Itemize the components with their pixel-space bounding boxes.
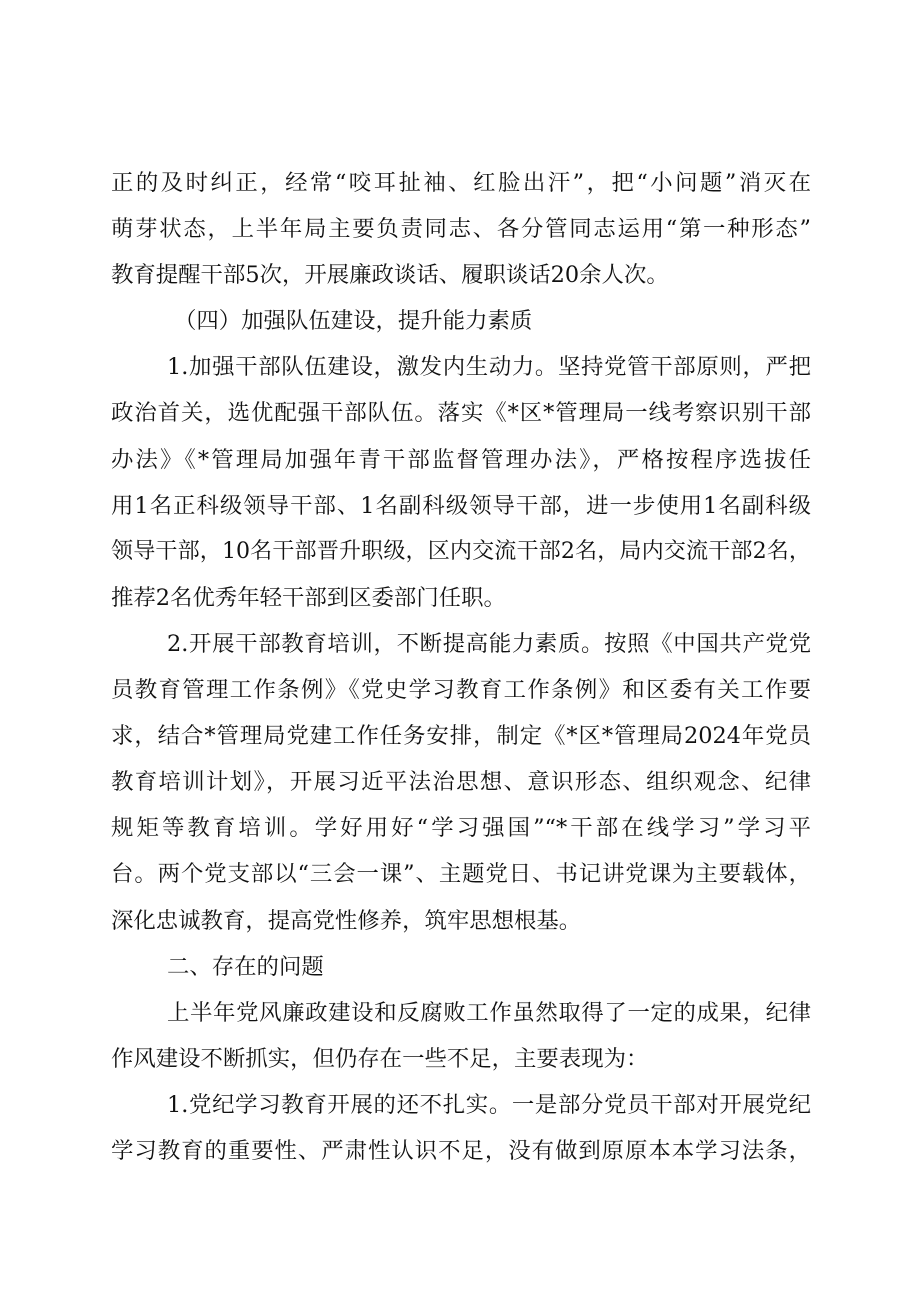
text-line: 教育培训计划》，开展习近平法治思想、意识形态、组织观念、纪律 [111,769,811,796]
text-line: 员教育管理工作条例》《党史学习教育工作条例》和区委有关工作要 [111,677,811,704]
text-line: 正的及时纠正，经常“咬耳扯袖、红脸出汗”，把“小问题”消灭在 [111,170,811,196]
text-line: 深化忠诚教育，提高党性修养，筑牢思想根基。 [111,907,582,934]
text-line: 1.党纪学习教育开展的还不扎实。一是部分党员干部对开展党纪 [167,1091,811,1118]
text-line: 台。两个党支部以“三会一课”、主题党日、书记讲党课为主要载体， [111,861,811,888]
text-line: 上半年党风廉政建设和反腐败工作虽然取得了一定的成果，纪律 [167,999,811,1026]
text-line: 推荐2名优秀年轻干部到区委部门任职。 [111,584,506,611]
text-line: 学习教育的重要性、严肃性认识不足，没有做到原原本本学习法条， [111,1137,811,1164]
body-text [111,160,811,1174]
text-line: 作风建设不断抓实，但仍存在一些不足，主要表现为： [111,1045,649,1072]
section-heading: 二、存在的问题 [167,953,324,980]
text-line: 领导干部，10名干部晋升职级，区内交流干部2名，局内交流干部2名， [111,538,811,564]
text-line: 2.开展干部教育培训，不断提高能力素质。按照《中国共产党党 [167,630,811,657]
text-line: 求，结合*管理局党建工作任务安排，制定《*区*管理局2024年党员 [111,723,811,750]
section-heading: （四）加强队伍建设，提升能力素质 [174,308,533,335]
text-line: 教育提醒干部5次，开展廉政谈话、履职谈话20余人次。 [111,262,669,289]
text-line: 萌芽状态，上半年局主要负责同志、各分管同志运用“第一种形态” [111,216,811,243]
text-line: 办法》《*管理局加强年青干部监督管理办法》，严格按程序选拔任 [111,446,811,473]
text-line: 1.加强干部队伍建设，激发内生动力。坚持党管干部原则，严把 [167,354,811,381]
text-line: 用1名正科级领导干部、1名副科级领导干部，进一步使用1名副科级 [111,492,811,519]
text-line: 政治首关，选优配强干部队伍。落实《*区*管理局一线考察识别干部 [111,400,811,427]
text-line: 规矩等教育培训。学好用好“学习强国”“*干部在线学习”学习平 [111,815,811,842]
